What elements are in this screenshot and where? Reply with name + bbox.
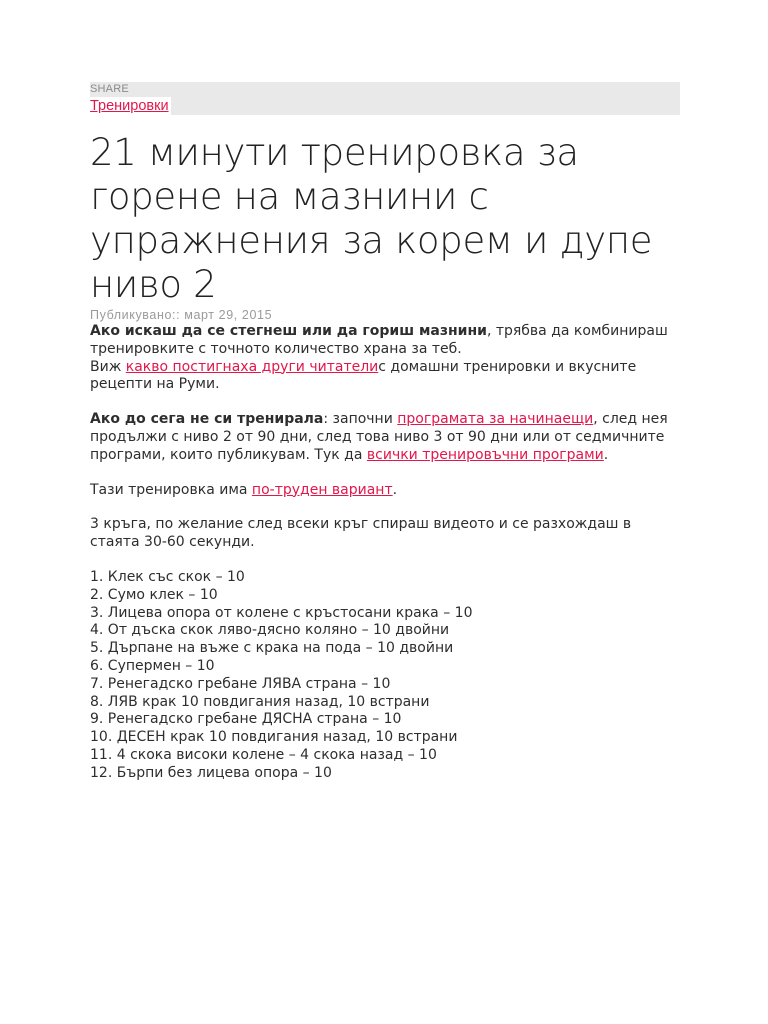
list-item: 12. Бърпи без лицева опора – 10 xyxy=(90,764,332,781)
list-item: 10. ДЕСЕН крак 10 повдигания назад, 10 встрани xyxy=(90,729,458,746)
harder-text-2: . xyxy=(392,481,398,498)
published-label: Публикувано:: xyxy=(90,308,181,322)
beginner-program-link[interactable]: програмата за начинаещи xyxy=(397,411,594,428)
readers-results-link[interactable]: какво постигнаха други читатели xyxy=(125,358,379,375)
category-link[interactable]: Тренировки xyxy=(90,98,169,114)
beginner-text-1: : започни xyxy=(323,411,398,428)
list-item: 4. От дъска скок ляво-дясно коляно – 10 двойни xyxy=(90,622,450,639)
intro-text-3: с домашни тренировки и вкусните рецепти на Руми. xyxy=(90,358,637,393)
list-item: 5. Дърпане на въже с крака на пода – 10 двойни xyxy=(90,640,454,657)
list-item: 9. Ренегадско гребане ДЯСНА страна – 10 xyxy=(90,711,402,728)
rounds-paragraph: 3 кръга, по желание след всеки кръг спираш видеото и се разхождаш в стаята 30-60 секунди. xyxy=(90,516,632,551)
intro-text-1: , трябва да комбинираш тренировките с точното количество храна за теб. xyxy=(90,323,668,357)
post-meta xyxy=(90,307,680,323)
intro-bold: Ако искаш да се стегнеш или да гориш мазнини xyxy=(90,323,487,339)
list-item: 3. Лицева опора от колене с кръстосани крака – 10 xyxy=(90,604,473,621)
beginner-text-2: , след нея продължи с ниво 2 от 90 дни, след това ниво 3 от 90 дни или от седмичните програми, които публикувам. Тук да xyxy=(90,411,668,463)
list-item: 7. Ренегадско гребане ЛЯВА страна – 10 xyxy=(90,675,391,692)
harder-paragraph xyxy=(90,482,680,500)
intro-text-2: Виж xyxy=(90,358,126,375)
harder-text-1: Тази тренировка има xyxy=(90,481,252,498)
list-item: 6. Супермен – 10 xyxy=(90,657,215,674)
beginner-paragraph xyxy=(90,411,680,464)
list-item: 2. Сумо клек – 10 xyxy=(90,586,218,603)
list-item: 8. ЛЯВ крак 10 повдигания назад, 10 встрани xyxy=(90,693,430,710)
list-item: 1. Клек със скок – 10 xyxy=(90,568,245,585)
published-date: март 29, 2015 xyxy=(184,308,273,322)
list-item: 11. 4 скока високи колене – 4 скока назад – 10 xyxy=(90,746,437,763)
harder-variant-link[interactable]: по-труден вариант xyxy=(251,481,393,498)
share-button[interactable]: SHARE xyxy=(90,83,129,95)
article xyxy=(90,82,680,783)
intro-paragraph xyxy=(90,323,680,394)
all-programs-link[interactable]: всички тренировъчни програми xyxy=(366,446,604,463)
share-bar xyxy=(90,82,680,115)
page-title: 21 минути тренировка за горене на мазнини с упражнения за корем и дупе ниво 2 xyxy=(90,131,653,306)
article-body xyxy=(90,323,680,783)
beginner-text-3: . xyxy=(603,446,609,463)
exercise-list xyxy=(90,569,680,783)
beginner-bold: Ако до сега не си тренирала xyxy=(90,411,324,428)
